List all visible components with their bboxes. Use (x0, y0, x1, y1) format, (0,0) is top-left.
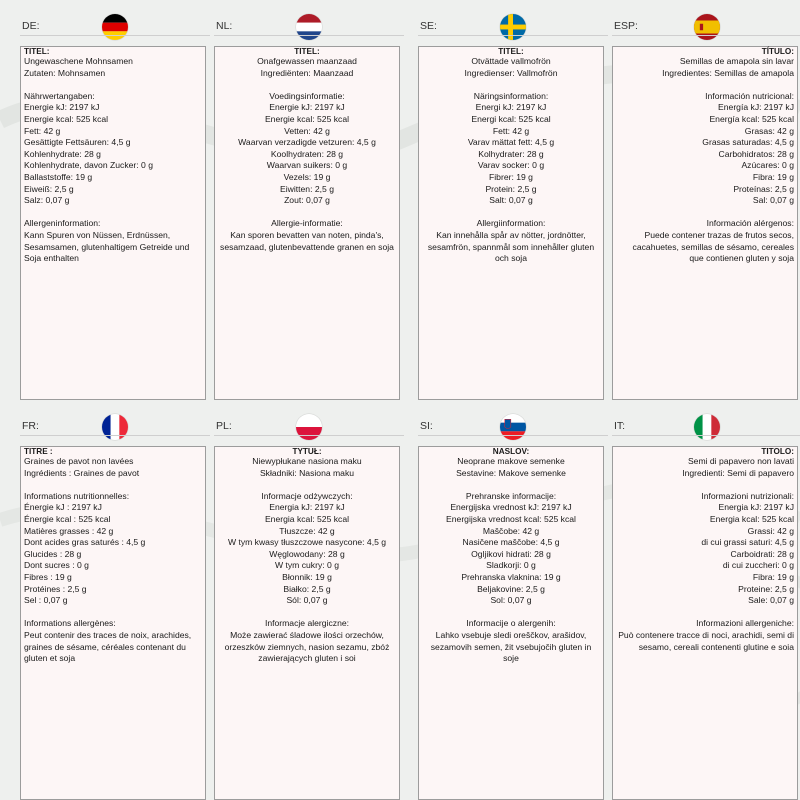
slovenia-flag-icon (500, 414, 526, 440)
language-code: IT: (614, 420, 626, 432)
nutrition-line: Energia kJ: 2197 kJ (718, 502, 794, 513)
nutrition-line: Energie kJ: 2197 kJ (269, 102, 345, 113)
title-label: TITEL: (294, 47, 320, 56)
nutrition-line: Energia kJ: 2197 kJ (269, 502, 345, 513)
spain-flag-icon (694, 14, 720, 40)
nutrition-line: Grasas: 42 g (744, 125, 794, 136)
allergen-heading: Allergie-informatie: (271, 218, 343, 229)
nutrition-line: Ballaststoffe: 19 g (24, 171, 93, 182)
header-divider (20, 435, 210, 436)
ingredients-line: Zutaten: Mohnsamen (24, 67, 106, 78)
title-label: TÍTULO: (761, 47, 794, 56)
nutrition-line: Proteine: 2,5 g (738, 583, 794, 594)
allergen-text: Può contenere tracce di noci, arachidi, semi di sesamo, cereali contenenti glutine e soia (618, 629, 794, 652)
nutrition-line: Dont sucres : 0 g (24, 560, 89, 571)
title-label: TITOLO: (761, 447, 794, 456)
nutrition-heading: Näringsinformation: (473, 90, 549, 101)
sweden-flag-icon (500, 14, 526, 40)
product-title: Semi di papavero non lavati (687, 456, 794, 466)
nutrition-heading: Información nutricional: (705, 90, 794, 101)
nutrition-line: Kolhydrater: 28 g (478, 148, 544, 159)
nutrition-line: Zout: 0,07 g (284, 195, 330, 206)
nutrition-line: Energi kJ: 2197 kJ (475, 102, 547, 113)
header-divider (418, 435, 608, 436)
nutrition-line: Sal: 0,07 g (752, 195, 794, 206)
nutrition-line: Białko: 2,5 g (283, 583, 331, 594)
language-code: SE: (420, 20, 437, 32)
nutrition-line: Błonnik: 19 g (282, 571, 332, 582)
label-card-it (612, 402, 800, 652)
nutrition-line: Énergie kJ : 2197 kJ (24, 502, 102, 513)
allergen-heading: Informacje alergiczne: (264, 618, 350, 629)
ingredients-line: Ingredienser: Vallmofrön (464, 67, 558, 78)
product-title: Onafgewassen maanzaad (257, 56, 357, 66)
product-title: Otvättade vallmofrön (471, 56, 551, 66)
nutrition-line: Fibra: 19 g (752, 571, 794, 582)
title-label: TITEL: (24, 47, 50, 56)
allergen-heading: Allergiinformation: (476, 218, 546, 229)
nutrition-line: Energi kcal: 525 kcal (471, 113, 551, 124)
header-divider (214, 435, 404, 436)
label-body (418, 446, 604, 800)
nutrition-line: Carboidrati: 28 g (730, 548, 794, 559)
nutrition-line: Waarvan suikers: 0 g (266, 160, 348, 171)
nutrition-line: Varav mättat fett: 4,5 g (467, 137, 555, 148)
product-title: Ungewaschene Mohnsamen (24, 56, 133, 66)
germany-flag-icon (102, 14, 128, 40)
nutrition-line: Fibra: 19 g (752, 171, 794, 182)
label-body (612, 446, 798, 800)
allergen-text: Kan innehålla spår av nötter, jordnötter, sesamfrön, spannmål som innehåller gluten och soja (427, 229, 595, 264)
nutrition-line: Grasas saturadas: 4,5 g (702, 137, 794, 148)
nutrition-line: di cui zuccheri: 0 g (722, 560, 794, 571)
nutrition-line: Energie kJ: 2197 kJ (24, 102, 100, 113)
poland-flag-icon (296, 414, 322, 440)
nutrition-line: Varav socker: 0 g (477, 160, 545, 171)
title-label: NASLOV: (492, 447, 530, 456)
nutrition-heading: Informazioni nutrizionali: (701, 490, 794, 501)
nutrition-line: Nasičene maščobe: 4,5 g (462, 537, 560, 548)
header-divider (612, 435, 800, 436)
nutrition-line: Koolhydraten: 28 g (270, 148, 344, 159)
language-code: DE: (22, 20, 40, 32)
nutrition-line: Protéines : 2,5 g (24, 583, 87, 594)
allergen-heading: Informacije o alergenih: (466, 618, 556, 629)
nutrition-line: Proteínas: 2,5 g (733, 183, 794, 194)
allergen-heading: Información alérgenos: (706, 218, 794, 229)
nutrition-line: Energijska vrednost kcal: 525 kcal (446, 513, 576, 524)
nutrition-line: Matières grasses : 42 g (24, 525, 114, 536)
nutrition-line: Eiwitten: 2,5 g (280, 183, 334, 194)
nutrition-line: Sladkorji: 0 g (486, 560, 536, 571)
allergen-heading: Allergeninformation: (24, 218, 101, 229)
title-label: TYTUŁ: (292, 447, 322, 456)
nutrition-line: Salz: 0,07 g (24, 195, 70, 206)
product-title: Neoprane makove semenke (457, 456, 565, 466)
nutrition-line: Maščobe: 42 g (482, 525, 540, 536)
allergen-heading: Informazioni allergeniche: (696, 618, 794, 629)
label-card-pl (214, 402, 404, 664)
nutrition-line: Protein: 2,5 g (485, 183, 537, 194)
label-body (214, 446, 400, 800)
nutrition-line: W tym cukry: 0 g (275, 560, 339, 571)
allergen-text: Kan sporen bevatten van noten, pinda's, sesamzaad, glutenbevattende granen en soja (220, 229, 394, 252)
nutrition-line: Fibrer: 19 g (489, 171, 533, 182)
nutrition-line: Salt: 0,07 g (489, 195, 533, 206)
nutrition-heading: Informacje odżywczych: (261, 490, 353, 501)
nutrition-line: Vetten: 42 g (284, 125, 330, 136)
label-card-se (418, 2, 608, 264)
nutrition-line: di cui grassi saturi: 4,5 g (701, 537, 794, 548)
nutrition-line: Waarvan verzadigde vetzuren: 4,5 g (238, 137, 376, 148)
header-divider (20, 35, 210, 36)
header-divider (418, 35, 608, 36)
ingredients-line: Składniki: Nasiona maku (259, 467, 355, 478)
nutrition-line: W tym kwasy tłuszczowe nasycone: 4,5 g (227, 537, 387, 548)
nutrition-line: Énergie kcal : 525 kcal (24, 513, 111, 524)
label-body (20, 46, 206, 400)
ingredients-line: Ingredientes: Semillas de amapola (662, 67, 794, 78)
product-title: Niewypłukane nasiona maku (252, 456, 362, 466)
ingredients-line: Ingredienti: Semi di papavero (682, 467, 794, 478)
nutrition-line: Azúcares: 0 g (741, 160, 794, 171)
nutrition-line: Energie kcal: 525 kcal (24, 113, 109, 124)
nutrition-line: Energía kJ: 2197 kJ (718, 102, 794, 113)
nutrition-heading: Nährwertangaben: (24, 90, 95, 101)
nutrition-heading: Informations nutritionnelles: (24, 490, 130, 501)
nutrition-line: Energie kcal: 525 kcal (264, 113, 350, 124)
nutrition-line: Sol: 0,07 g (490, 595, 532, 606)
nutrition-heading: Voedingsinformatie: (269, 90, 345, 101)
nutrition-line: Kohlenhydrate: 28 g (24, 148, 101, 159)
product-title: Semillas de amapola sin lavar (679, 56, 794, 66)
ingredients-line: Ingrediënten: Maanzaad (260, 67, 354, 78)
title-label: TITRE : (24, 447, 53, 456)
nutrition-line: Węglowodany: 28 g (269, 548, 345, 559)
allergen-text: Kann Spuren von Nüssen, Erdnüssen, Sesamsamen, glutenhaltigem Getreide und Soja enthalten (24, 229, 190, 264)
nutrition-line: Sel : 0,07 g (24, 595, 68, 606)
nutrition-line: Gesättigte Fettsäuren: 4,5 g (24, 137, 131, 148)
allergen-text: Może zawierać śladowe ilości orzechów, orzeszków ziemnych, nasion sezamu, zbóż zawierających gluten i soi (224, 629, 390, 664)
nutrition-line: Glucides : 28 g (24, 548, 82, 559)
nutrition-line: Energia kcal: 525 kcal (264, 513, 350, 524)
title-label: TITEL: (498, 47, 524, 56)
ingredients-line: Ingrédients : Graines de pavot (24, 467, 140, 478)
nutrition-line: Energía kcal: 525 kcal (709, 113, 794, 124)
label-card-nl (214, 2, 404, 252)
label-card-de (20, 2, 210, 264)
label-body (612, 46, 798, 400)
nutrition-line: Carbohidratos: 28 g (718, 148, 794, 159)
language-code: FR: (22, 420, 39, 432)
allergen-text: Peut contenir des traces de noix, arachides, graines de sésame, céréales contenant du gluten et soja (24, 629, 192, 664)
nutrition-line: Grassi: 42 g (747, 525, 794, 536)
language-code: NL: (216, 20, 233, 32)
nutrition-line: Prehranska vlaknina: 19 g (461, 571, 561, 582)
product-title: Graines de pavot non lavées (24, 456, 134, 466)
allergen-text: Lahko vsebuje sledi oreščkov, arašidov, sezamovih semen, žit vsebujočih gluten in soje (430, 629, 592, 664)
nutrition-line: Beljakovine: 2,5 g (477, 583, 545, 594)
label-body (418, 46, 604, 400)
label-body (214, 46, 400, 400)
allergen-heading: Informations allergènes: (24, 618, 116, 629)
italy-flag-icon (694, 414, 720, 440)
netherlands-flag-icon (296, 14, 322, 40)
language-code: PL: (216, 420, 232, 432)
nutrition-line: Kohlenhydrate, davon Zucker: 0 g (24, 160, 153, 171)
nutrition-line: Sale: 0,07 g (748, 595, 794, 606)
nutrition-line: Energia kcal: 525 kcal (709, 513, 794, 524)
header-divider (214, 35, 404, 36)
label-card-esp (612, 2, 800, 264)
nutrition-line: Eiweiß: 2,5 g (24, 183, 74, 194)
nutrition-line: Energijska vrednost kJ: 2197 kJ (450, 502, 572, 513)
france-flag-icon (102, 414, 128, 440)
nutrition-line: Dont acides gras saturés : 4,5 g (24, 537, 146, 548)
nutrition-line: Tłuszcze: 42 g (279, 525, 335, 536)
label-card-si (418, 402, 608, 664)
header-divider (612, 35, 800, 36)
ingredients-line: Sestavine: Makove semenke (456, 467, 566, 478)
nutrition-line: Ogljikovi hidrati: 28 g (471, 548, 551, 559)
label-card-fr (20, 402, 210, 664)
nutrition-line: Vezels: 19 g (283, 171, 331, 182)
nutrition-heading: Prehranske informacije: (465, 490, 557, 501)
nutrition-line: Fett: 42 g (492, 125, 530, 136)
language-code: ESP: (614, 20, 638, 32)
allergen-text: Puede contener trazas de frutos secos, cacahuetes, semillas de sésamo, cereales que contienen gluten y soja (632, 229, 794, 264)
nutrition-line: Fett: 42 g (24, 125, 61, 136)
nutrition-line: Fibres : 19 g (24, 571, 72, 582)
label-body (20, 446, 206, 800)
language-code: SI: (420, 420, 433, 432)
nutrition-line: Sól: 0,07 g (286, 595, 328, 606)
